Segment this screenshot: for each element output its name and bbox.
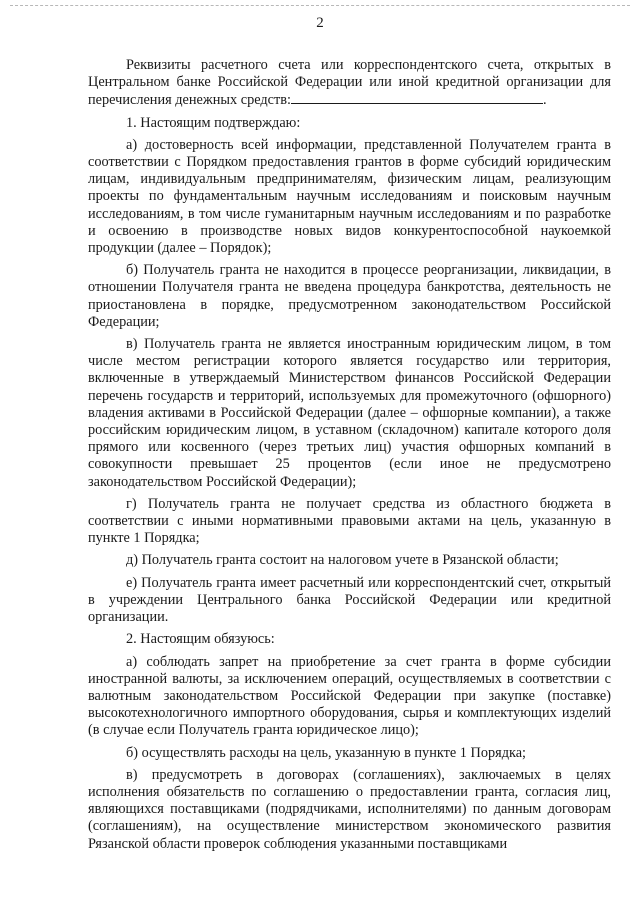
paragraph-2a: а) соблюдать запрет на приобретение за счет гранта в форме субсидии иностранной валюты, за исключением операций, осуществляемых в соответствии с валютным законодательством Российской Федерации при закупке (поставке) высокотехнологичного импортного оборудования, сырья и комплектующих изделий (в случае если Получатель гранта юридическое лицо); bbox=[88, 653, 611, 739]
paragraph-1a: а) достоверность всей информации, представленной Получателем гранта в соответствии с Порядком предоставления грантов в форме субсидий юридическим лицам, индивидуальным предпринимателям, физическим лицам, реализующим проекты по фундаментальным научным исследованиям и поисковым научным исследованиям, в том числе гуманитарным научным исследованиям и по разработке и освоению в производстве новых видов конкурентоспособной наукоемкой продукции (далее – Порядок); bbox=[88, 136, 611, 257]
paragraph-1d: д) Получатель гранта состоит на налоговом учете в Рязанской области; bbox=[126, 552, 559, 569]
page-number: 2 bbox=[316, 15, 324, 31]
paragraph-1v: в) Получатель гранта не является иностранным юридическим лицом, в том числе местом регистрации которого является государство или территория, включенные в утверждаемый Министерством финансов Российской Федерации перечень государств и территорий, используемых для промежуточного (офшорного) владения активами в Российской Федерации (далее – офшорные компании), а также российским юридическим лицом, в уставном (складочном) капитале которого доля прямого или косвенного (через третьих лиц) участия офшорных компаний в совокупности превышает 25 процентов (если иное не предусмотрено законодательством Российской Федерации); bbox=[88, 336, 611, 490]
paragraph-1g: г) Получатель гранта не получает средства из областного бюджета в соответствии с иными нормативными правовыми актами на цель, указанную в пункте 1 Порядка; bbox=[88, 495, 611, 547]
bank-details-fill-line bbox=[291, 91, 543, 104]
section-1-heading: 1. Настоящим подтверждаю: bbox=[126, 114, 301, 131]
bank-details-end: . bbox=[542, 92, 547, 109]
scan-edge-line bbox=[10, 5, 630, 6]
document-body bbox=[88, 57, 611, 855]
section-2-heading: 2. Настоящим обязуюсь: bbox=[126, 631, 275, 648]
paragraph-1b: б) Получатель гранта не находится в процессе реорганизации, ликвидации, в отношении Получателя гранта не введена процедура банкротства, деятельность не приостановлена в порядке, предусмотренном законодательством Российской Федерации; bbox=[88, 262, 611, 330]
bank-details-paragraph bbox=[88, 57, 611, 110]
paragraph-2v: в) предусмотреть в договорах (соглашениях), заключаемых в целях исполнения обязательств по соглашению о предоставлении гранта, согласия лиц, являющихся поставщиками (подрядчиками, исполнителями) по данным договорам (соглашениям), на осуществление министерством экономического развития Рязанской области проверок соблюдения указанными поставщиками bbox=[88, 766, 611, 852]
paragraph-1e: е) Получатель гранта имеет расчетный или корреспондентский счет, открытый в учреждении Центрального банка Российской Федерации или кредитной организации. bbox=[88, 574, 611, 626]
bank-details-text: Реквизиты расчетного счета или корреспондентского счета, открытых в Центральном банке Российской Федерации или иной кредитной организации для перечисления денежных средств: bbox=[88, 57, 611, 109]
paragraph-2b: б) осуществлять расходы на цель, указанную в пункте 1 Порядка; bbox=[126, 744, 527, 761]
